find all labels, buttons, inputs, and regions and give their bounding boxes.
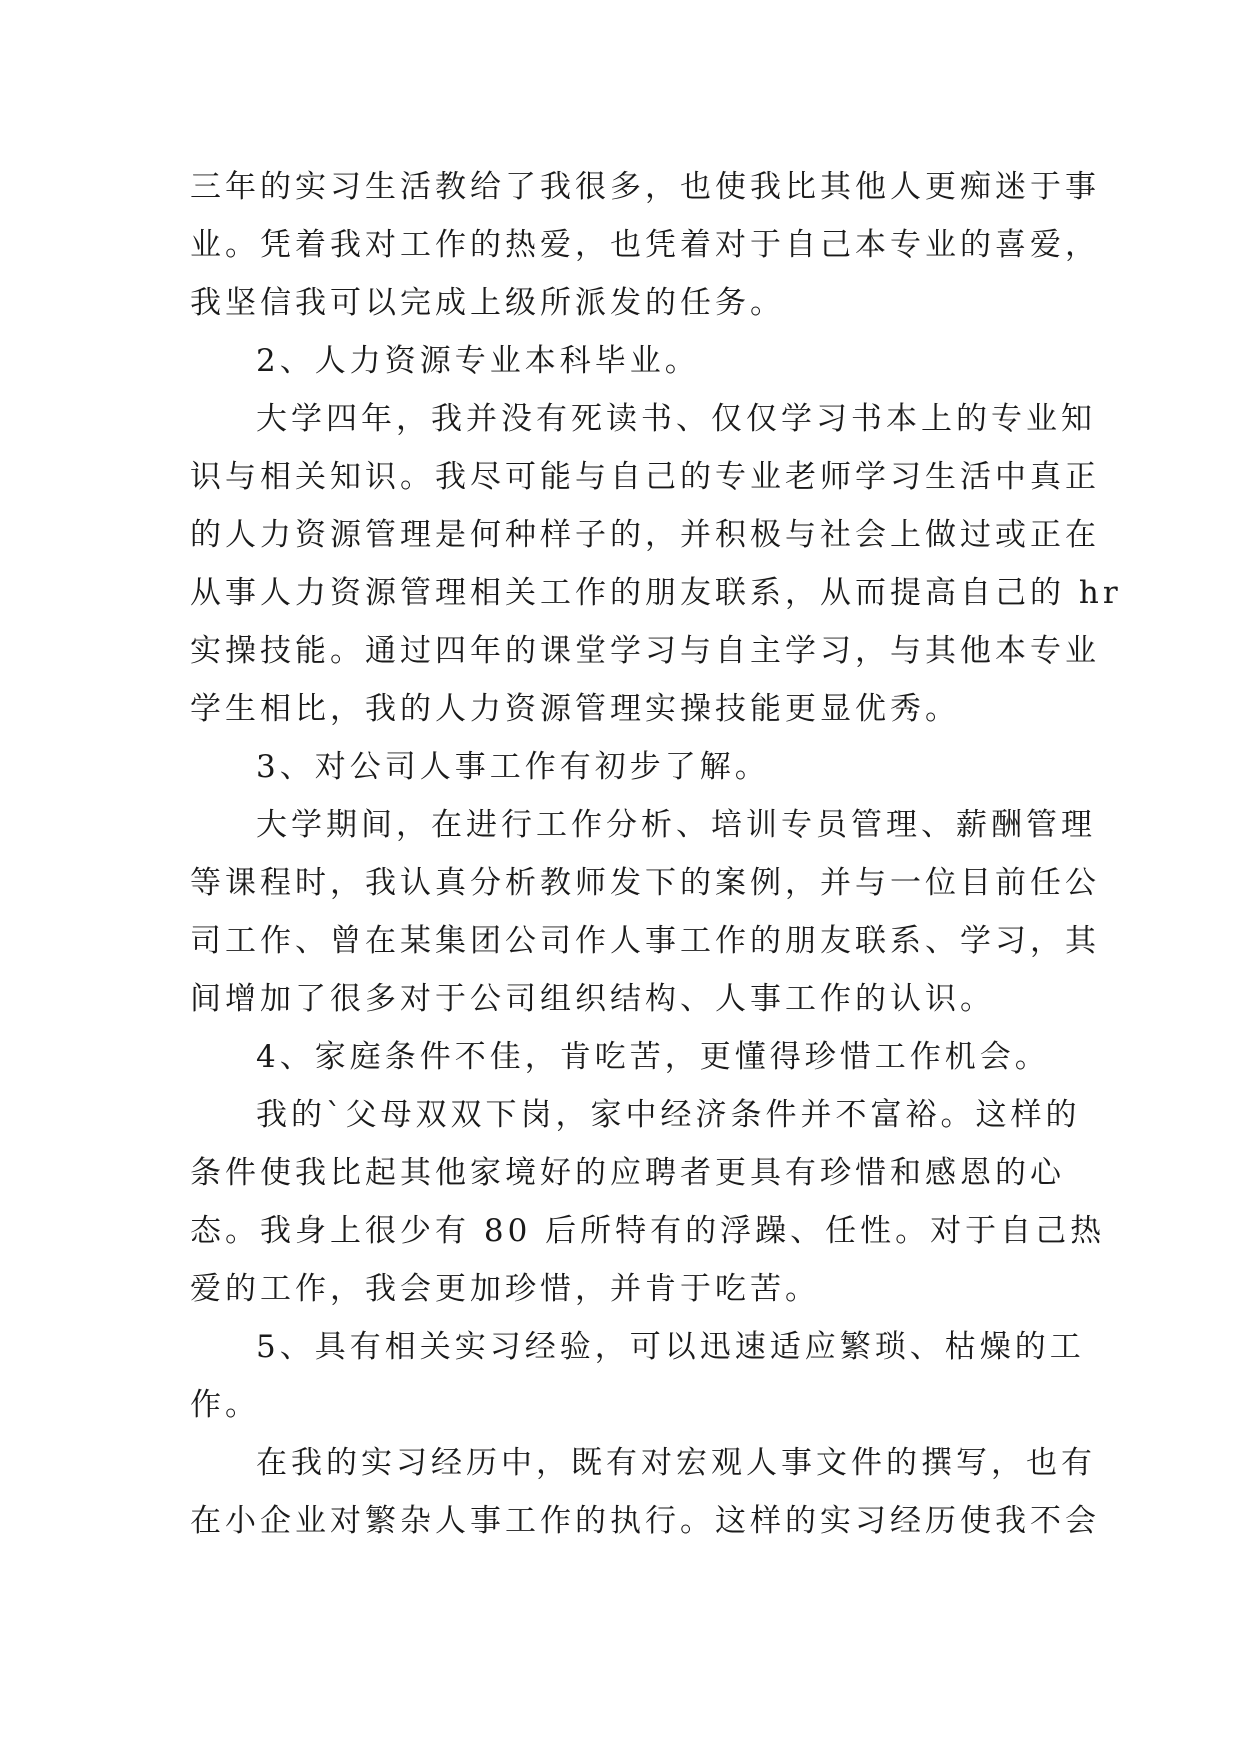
text-line: 学生相比，我的人力资源管理实操技能更显优秀。	[190, 691, 960, 727]
text-line: 从事人力资源管理相关工作的朋友联系，从而提高自己的 hr	[190, 575, 1122, 611]
text-line: 等课程时，我认真分析教师发下的案例，并与一位目前任公	[190, 865, 1100, 901]
text-line: 间增加了很多对于公司组织结构、人事工作的认识。	[190, 981, 995, 1017]
text-line: 在我的实习经历中，既有对宏观人事文件的撰写，也有	[256, 1445, 1096, 1481]
section-heading-2: 2、人力资源专业本科毕业。	[256, 343, 700, 379]
text-line: 条件使我比起其他家境好的应聘者更具有珍惜和感恩的心	[190, 1155, 1065, 1191]
section-heading-4: 4、家庭条件不佳，肯吃苦，更懂得珍惜工作机会。	[256, 1039, 1050, 1075]
text-line: 的人力资源管理是何种样子的，并积极与社会上做过或正在	[190, 517, 1100, 553]
text-line: 三年的实习生活教给了我很多，也使我比其他人更痴迷于事	[190, 169, 1100, 205]
text-line: 大学期间，在进行工作分析、培训专员管理、薪酬管理	[256, 807, 1096, 843]
text-line: 作。	[190, 1387, 260, 1423]
text-line: 司工作、曾在某集团公司作人事工作的朋友联系、学习，其	[190, 923, 1100, 959]
text-line: 爱的工作，我会更加珍惜，并肯于吃苦。	[190, 1271, 820, 1307]
text-line: 实操技能。通过四年的课堂学习与自主学习，与其他本专业	[190, 633, 1100, 669]
section-heading-3: 3、对公司人事工作有初步了解。	[256, 749, 770, 785]
text-line: 态。我身上很少有 80 后所特有的浮躁、任性。对于自己热	[190, 1213, 1106, 1249]
text-line: 我的`父母双双下岗，家中经济条件并不富裕。这样的	[256, 1097, 1081, 1133]
text-line: 识与相关知识。我尽可能与自己的专业老师学习生活中真正	[190, 459, 1100, 495]
document-body	[190, 158, 1122, 1550]
text-line: 大学四年，我并没有死读书、仅仅学习书本上的专业知	[256, 401, 1096, 437]
section-heading-5: 5、具有相关实习经验，可以迅速适应繁琐、枯燥的工	[256, 1329, 1085, 1365]
text-line: 业。凭着我对工作的热爱，也凭着对于自己本专业的喜爱，	[190, 227, 1100, 263]
text-line: 在小企业对繁杂人事工作的执行。这样的实习经历使我不会	[190, 1503, 1100, 1539]
text-line: 我坚信我可以完成上级所派发的任务。	[190, 285, 785, 321]
